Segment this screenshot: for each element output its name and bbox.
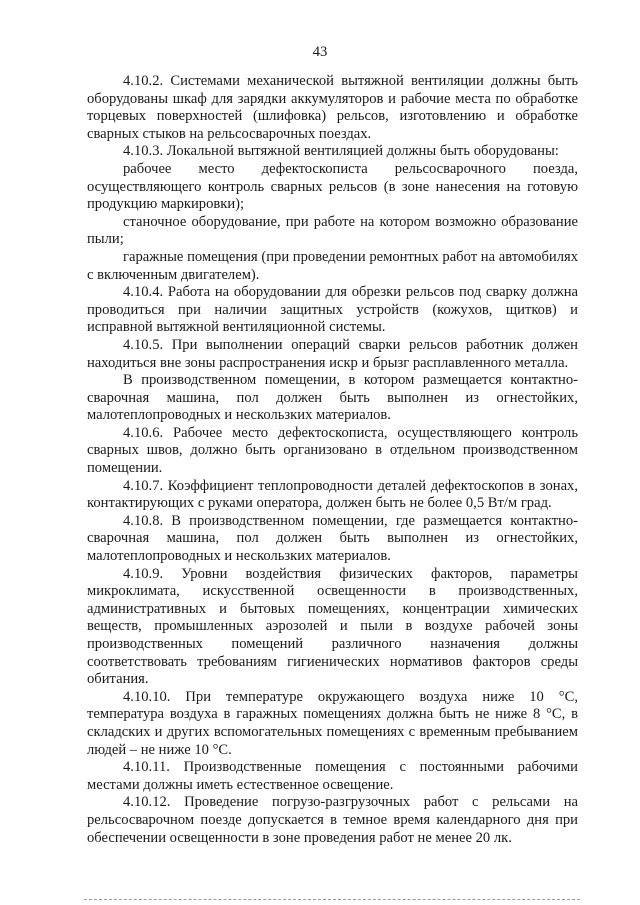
paragraph-4-10-11: 4.10.11. Производственные помещения с постоянными рабочими местами должны иметь естественное освещение. xyxy=(87,759,578,793)
paragraph-4-10-9: 4.10.9. Уровни воздействия физических факторов, параметры микроклимата, искусственной освещенности в производственных, административных и бытовых помещениях, концентрации химических веществ, промышленных аэрозолей и пыли в воздухе рабочей зоны производственных помещений различного назначения должны соответствовать требованиям гигиенических нормативов факторов среды обитания. xyxy=(87,565,578,688)
list-item-defectoscopist-workplace: рабочее место дефектоскописта рельсосварочного поезда, осуществляющего контроль сварных рельсов (в зоне нанесения на готовую продукцию маркировки); xyxy=(87,160,578,213)
scan-bottom-edge xyxy=(84,899,580,901)
paragraph-4-10-6: 4.10.6. Рабочее место дефектоскописта, осуществляющего контроль сварных швов, должно быть организовано в отдельном производственном помещении. xyxy=(87,424,578,477)
paragraph-4-10-3: 4.10.3. Локальной вытяжной вентиляцией должны быть оборудованы: xyxy=(123,143,559,160)
list-item-garage-premises: гаражные помещения (при проведении ремонтных работ на автомобилях с включенным двигателем). xyxy=(87,248,578,283)
paragraph-4-10-4: 4.10.4. Работа на оборудовании для обрезки рельсов под сварку должна проводиться при наличии защитных устройств (кожухов, щитков) и исправной вытяжной вентиляционной системы. xyxy=(87,284,578,336)
paragraph-contact-welding-floor: В производственном помещении, в котором размещается контактно-сварочная машина, пол должен быть выполнен из огнестойких, малотеплопроводных и нескользких материалов. xyxy=(87,372,578,424)
paragraph-4-10-10: 4.10.10. При температуре окружающего воздуха ниже 10 °C, температура воздуха в гаражных помещениях должна быть не ниже 8 °C, в складских и других вспомогательных помещениях с временным пребыванием людей – не ниже 10 °C. xyxy=(87,688,578,758)
paragraph-4-10-2: 4.10.2. Системами механической вытяжной вентиляции должны быть оборудованы шкаф для зарядки аккумуляторов и рабочие места по обработке торцевых поверхностей (шлифовка) рельсов, изготовлению и обработке сварных стыков на рельсосварочных поездах. xyxy=(87,73,578,142)
list-item-machine-equipment: станочное оборудование, при работе на котором возможно образование пыли; xyxy=(87,213,578,248)
paragraph-4-10-12: 4.10.12. Проведение погрузо-разгрузочных работ с рельсами на рельсосварочном поезде допускается в темное время календарного дня при обеспечении освещенности в зоне проведения работ не менее 20 лк. xyxy=(87,794,578,846)
page-number: 43 xyxy=(312,44,328,60)
paragraph-4-10-7: 4.10.7. Коэффициент теплопроводности деталей дефектоскопов в зонах, контактирующих с руками оператора, должен быть не более 0,5 Вт/м град. xyxy=(87,477,578,512)
paragraph-4-10-8: 4.10.8. В производственном помещении, где размещается контактно-сварочная машина, пол должен быть выполнен из огнестойких, малотеплопроводных и нескользких материалов. xyxy=(87,512,578,565)
body-text xyxy=(87,73,578,847)
paragraph-4-10-5: 4.10.5. При выполнении операций сварки рельсов работник должен находиться вне зоны распространения искр и брызг расплавленного металла. xyxy=(87,336,578,371)
